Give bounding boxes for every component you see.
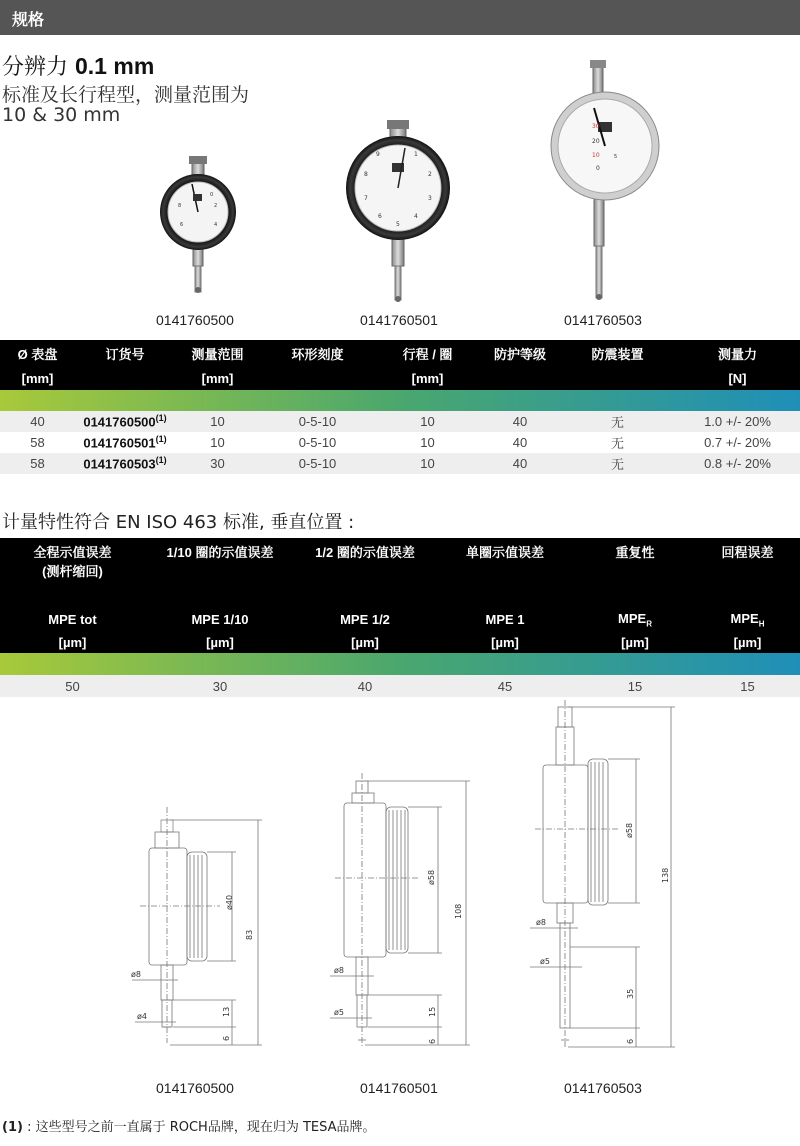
mpe-label: MPE tot (0, 608, 145, 631)
metrology-table (0, 538, 800, 697)
cell-force: 0.8 +/- 20% (675, 453, 800, 474)
svg-text:5: 5 (396, 221, 400, 228)
col-header: 重复性 (575, 538, 695, 608)
drawing-code-1: 0141760501 (360, 1080, 438, 1096)
dim-b: 6 (222, 1035, 231, 1041)
col-unit: [mm] (175, 367, 260, 390)
title-resolution: 0.1 mm (75, 53, 155, 79)
cell-stroke: 10 (375, 453, 480, 474)
cell-protection: 40 (480, 453, 560, 474)
drawing-0141760500 (131, 807, 262, 1045)
cell-scale: 0-5-10 (298, 435, 337, 450)
col-unit: [µm] (295, 631, 435, 653)
mpe-label: MPE 1/2 (295, 608, 435, 631)
dim-stem: ø8 (536, 918, 546, 927)
svg-text:7: 7 (364, 195, 368, 202)
cell-order-number: 0141760503$^{(1)}$ (75, 453, 175, 474)
spec-table-header (0, 340, 800, 367)
svg-text:20: 20 (592, 138, 600, 145)
technical-drawings (0, 695, 800, 1095)
gauge-code-0: 0141760500 (156, 312, 234, 328)
col-header: 防护等级 (480, 340, 560, 367)
svg-text:6: 6 (378, 213, 382, 220)
col-unit (75, 367, 175, 390)
cell-value: 45 (435, 675, 575, 697)
cell-dial: 58 (30, 435, 45, 450)
col-header: 测量力 (675, 340, 800, 367)
footnote-mark: (1) (2, 1120, 23, 1135)
dim-total: 138 (661, 867, 670, 883)
cell-range: 10 (175, 411, 260, 432)
cell-scale: 0-5-10 (260, 411, 375, 432)
mpe-label: MPE 1 (435, 608, 575, 631)
subtitle-line-1: 标准及长行程型，测量范围为 (2, 84, 250, 106)
svg-text:10: 10 (592, 152, 600, 159)
cell-value: 15 (575, 675, 695, 697)
gradient-divider (0, 390, 800, 411)
cell-stroke: 10 (420, 435, 435, 450)
col-header: 订货号 (75, 340, 175, 367)
mpe-label: $MPE_H$ (695, 608, 800, 631)
col-header: 行程 / 圈 (375, 340, 480, 367)
svg-text:0: 0 (596, 165, 600, 172)
col-unit: [µm] (435, 631, 575, 653)
col-header: 1/10 圈的示值误差 (145, 538, 295, 608)
cell-order-number: 0141760501$^{(1)}$ (83, 434, 167, 451)
col-header: 防震装置 (560, 340, 675, 367)
svg-text:4: 4 (414, 213, 418, 220)
mpe-label: MPE 1/10 (145, 608, 295, 631)
gauge-photo-0141760501 (346, 120, 450, 302)
dim-a: 15 (428, 1006, 437, 1017)
svg-text:8: 8 (364, 171, 368, 178)
dim-stem: ø8 (334, 966, 344, 975)
svg-text:2: 2 (428, 171, 432, 178)
gauge-photo-0141760503 (551, 60, 659, 300)
cell-dial: 58 (0, 453, 75, 474)
table-row (0, 453, 800, 474)
mpe-label: $MPE_R$ (575, 608, 695, 631)
cell-protection: 40 (480, 411, 560, 432)
footnote-text: : 这些型号之前一直属于 ROCH品牌，现在归为 TESA品牌。 (22, 1120, 376, 1135)
cell-force: 1.0 +/- 20% (675, 411, 800, 432)
dim-dial: ø58 (625, 822, 634, 838)
col-header: 全程示值误差 (测杆缩回) (0, 538, 145, 608)
cell-range: 10 (210, 435, 225, 450)
gradient-divider (0, 653, 800, 675)
cell-value: 50 (0, 675, 145, 697)
col-unit: [µm] (145, 631, 295, 653)
drawing-0141760503 (530, 700, 675, 1047)
dim-stem: ø8 (131, 970, 141, 979)
section-header-title: 规格 (12, 10, 45, 29)
dim-dial: ø58 (427, 869, 436, 885)
svg-text:9: 9 (376, 151, 380, 158)
cell-range: 30 (175, 453, 260, 474)
dim-total: 83 (245, 929, 254, 940)
cell-stroke: 10 (375, 411, 480, 432)
col-unit: [N] (675, 367, 800, 390)
svg-text:4: 4 (214, 222, 218, 228)
drawing-code-2: 0141760503 (564, 1080, 642, 1096)
col-unit: [µm] (0, 631, 145, 653)
svg-text:2: 2 (214, 203, 218, 209)
svg-text:1: 1 (414, 151, 418, 158)
svg-text:30: 30 (592, 123, 600, 130)
cell-shockproof: 无 (560, 411, 675, 432)
metrology-mpe (0, 608, 800, 631)
gauge-code-1: 0141760501 (360, 312, 438, 328)
col-header: 测量范围 (175, 340, 260, 367)
col-unit: [mm] (375, 367, 480, 390)
dim-b: 6 (428, 1038, 437, 1044)
dim-tip: ø4 (137, 1012, 147, 1021)
col-header: 回程误差 (695, 538, 800, 608)
table-row (0, 432, 800, 453)
col-header: Ø 表盘 (0, 340, 75, 367)
dim-b: 6 (626, 1038, 635, 1044)
svg-text:8: 8 (178, 203, 182, 209)
spec-table-units (0, 367, 800, 390)
metrology-header (0, 538, 800, 608)
gauge-photo-0141760500 (160, 156, 236, 293)
drawing-0141760501 (330, 773, 470, 1047)
col-unit (560, 367, 675, 390)
cell-value: 30 (145, 675, 295, 697)
col-unit: [mm] (0, 367, 75, 390)
title-prefix: 分辨力 (2, 55, 75, 80)
cell-scale: 0-5-10 (260, 453, 375, 474)
dim-a: 35 (626, 988, 635, 999)
dim-tip: ø5 (334, 1008, 344, 1017)
gauge-photos (0, 0, 800, 340)
cell-protection: 40 (512, 435, 528, 450)
cell-shockproof: 无 (560, 453, 675, 474)
svg-text:6: 6 (180, 222, 184, 228)
col-header: 1/2 圈的示值误差 (295, 538, 435, 608)
svg-text:0: 0 (210, 192, 214, 198)
cell-force: 0.7 +/- 20% (704, 435, 771, 450)
drawing-code-0: 0141760500 (156, 1080, 234, 1096)
col-header: 环形刻度 (260, 340, 375, 367)
col-unit (480, 367, 560, 390)
dim-a: 13 (222, 1006, 231, 1017)
svg-text:3: 3 (428, 195, 432, 202)
cell-value: 40 (295, 675, 435, 697)
svg-text:5: 5 (614, 154, 618, 160)
subtitle-line-2: 10 & 30 mm (2, 104, 121, 126)
cell-order-number: 0141760500$^{(1)}$ (75, 411, 175, 432)
metrology-units (0, 631, 800, 653)
col-header: 单圈示值误差 (435, 538, 575, 608)
cell-dial: 40 (0, 411, 75, 432)
footnote (2, 1116, 376, 1135)
cell-value: 15 (695, 675, 800, 697)
gauge-code-2: 0141760503 (564, 312, 642, 328)
spec-table (0, 340, 800, 474)
col-unit (260, 367, 375, 390)
table-row (0, 411, 800, 432)
dim-tip: ø5 (540, 957, 550, 966)
col-unit: [µm] (575, 631, 695, 653)
metrology-title: 计量特性符合 EN ISO 463 标准, 垂直位置 : (2, 512, 355, 533)
cell-shockproof: 无 (610, 436, 624, 451)
table-row (0, 675, 800, 697)
dim-total: 108 (454, 903, 463, 919)
dim-dial: ø40 (225, 894, 234, 910)
col-unit: [µm] (695, 631, 800, 653)
